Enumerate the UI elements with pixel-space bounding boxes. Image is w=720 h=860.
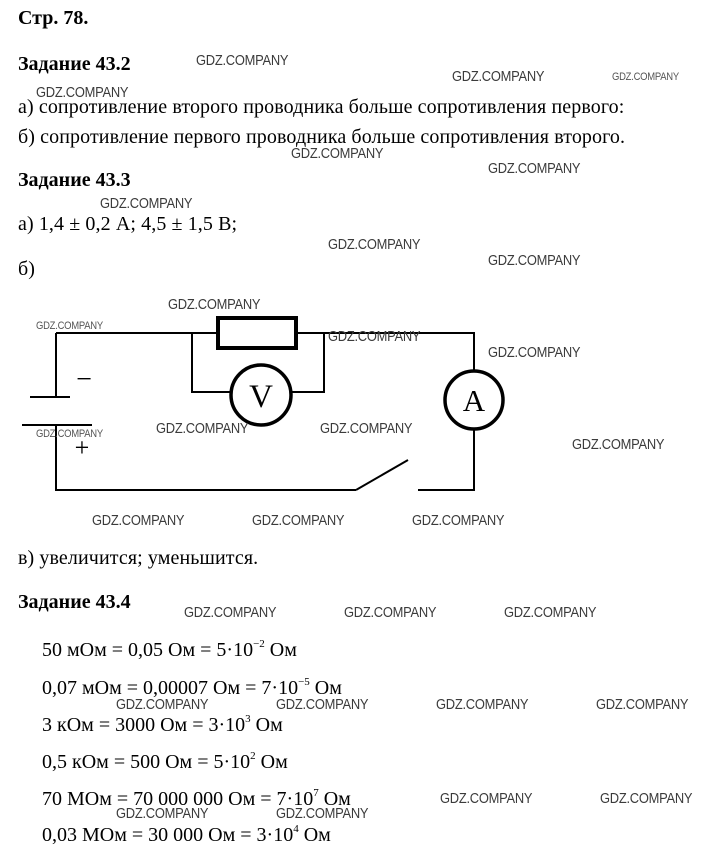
watermark: GDZ.COMPANY — [36, 320, 103, 332]
watermark: GDZ.COMPANY — [184, 604, 277, 621]
task-43-3-answer-a: а) 1,4 ± 0,2 А; 4,5 ± 1,5 В; — [18, 213, 238, 235]
watermark: GDZ.COMPANY — [116, 805, 209, 822]
watermark: GDZ.COMPANY — [100, 195, 193, 212]
task-43-2-answer-a: а) сопротивление второго проводника больше сопротивления первого: — [18, 96, 625, 118]
watermark: GDZ.COMPANY — [344, 604, 437, 621]
watermark: GDZ.COMPANY — [36, 428, 103, 440]
watermark: GDZ.COMPANY — [412, 512, 505, 529]
conversion-line: 3 кОм = 3000 Ом = $3\cdot 10^3$ Ом — [42, 713, 283, 736]
resistor — [218, 318, 296, 348]
task-43-2-title: Задание 43.2 — [18, 53, 131, 75]
watermark: GDZ.COMPANY — [612, 71, 679, 83]
watermark: GDZ.COMPANY — [488, 344, 581, 361]
right-wire — [418, 426, 474, 490]
watermark: GDZ.COMPANY — [504, 604, 597, 621]
watermark: GDZ.COMPANY — [116, 696, 209, 713]
watermark: GDZ.COMPANY — [252, 512, 345, 529]
conversion-line: 70 МОм = 70 000 000 Ом = $7\cdot 10^7$ Ом — [42, 787, 351, 810]
minus-sign: − — [76, 364, 92, 395]
watermark: GDZ.COMPANY — [488, 160, 581, 177]
watermark: GDZ.COMPANY — [328, 328, 421, 345]
plus-sign: + — [74, 433, 90, 462]
watermark: GDZ.COMPANY — [436, 696, 529, 713]
watermark: GDZ.COMPANY — [572, 436, 665, 453]
conversion-line: 50 мОм = 0,05 Ом = $5\cdot 10^{-2}$ Ом — [42, 638, 297, 661]
task-43-3-title: Задание 43.3 — [18, 169, 131, 191]
watermark: GDZ.COMPANY — [196, 52, 289, 69]
ammeter-label: A — [462, 383, 486, 418]
page-header: Стр. 78. — [18, 7, 89, 29]
watermark: GDZ.COMPANY — [488, 252, 581, 269]
task-43-3-answer-b: б) — [18, 258, 36, 280]
watermark: GDZ.COMPANY — [168, 296, 261, 313]
task-43-2-answer-b: б) сопротивление первого проводника больше сопротивления второго. — [18, 126, 626, 148]
watermark: GDZ.COMPANY — [291, 145, 384, 162]
conversion-line: 0,03 МОм = 30 000 Ом = $3\cdot 10^4$ Ом — [42, 823, 331, 846]
watermark: GDZ.COMPANY — [276, 805, 369, 822]
circuit-diagram — [0, 290, 720, 510]
watermark: GDZ.COMPANY — [600, 790, 693, 807]
watermark: GDZ.COMPANY — [36, 84, 129, 101]
task-43-3-answer-v: в) увеличится; уменьшится. — [18, 547, 259, 569]
bottom-wire — [56, 448, 356, 490]
watermark: GDZ.COMPANY — [156, 420, 249, 437]
watermark: GDZ.COMPANY — [440, 790, 533, 807]
watermark: GDZ.COMPANY — [276, 696, 369, 713]
watermark: GDZ.COMPANY — [320, 420, 413, 437]
conversion-line: 0,5 кОм = 500 Ом = $5\cdot 10^2$ Ом — [42, 750, 288, 773]
watermark: GDZ.COMPANY — [452, 68, 545, 85]
voltmeter-label: V — [249, 379, 273, 415]
watermark: GDZ.COMPANY — [92, 512, 185, 529]
task-43-4-title: Задание 43.4 — [18, 591, 131, 613]
watermark: GDZ.COMPANY — [596, 696, 689, 713]
switch-blade — [356, 460, 408, 490]
watermark: GDZ.COMPANY — [328, 236, 421, 253]
conversion-line: 0,07 мОм = 0,00007 Ом = $7\cdot 10^{-5}$ Ом — [42, 676, 342, 699]
